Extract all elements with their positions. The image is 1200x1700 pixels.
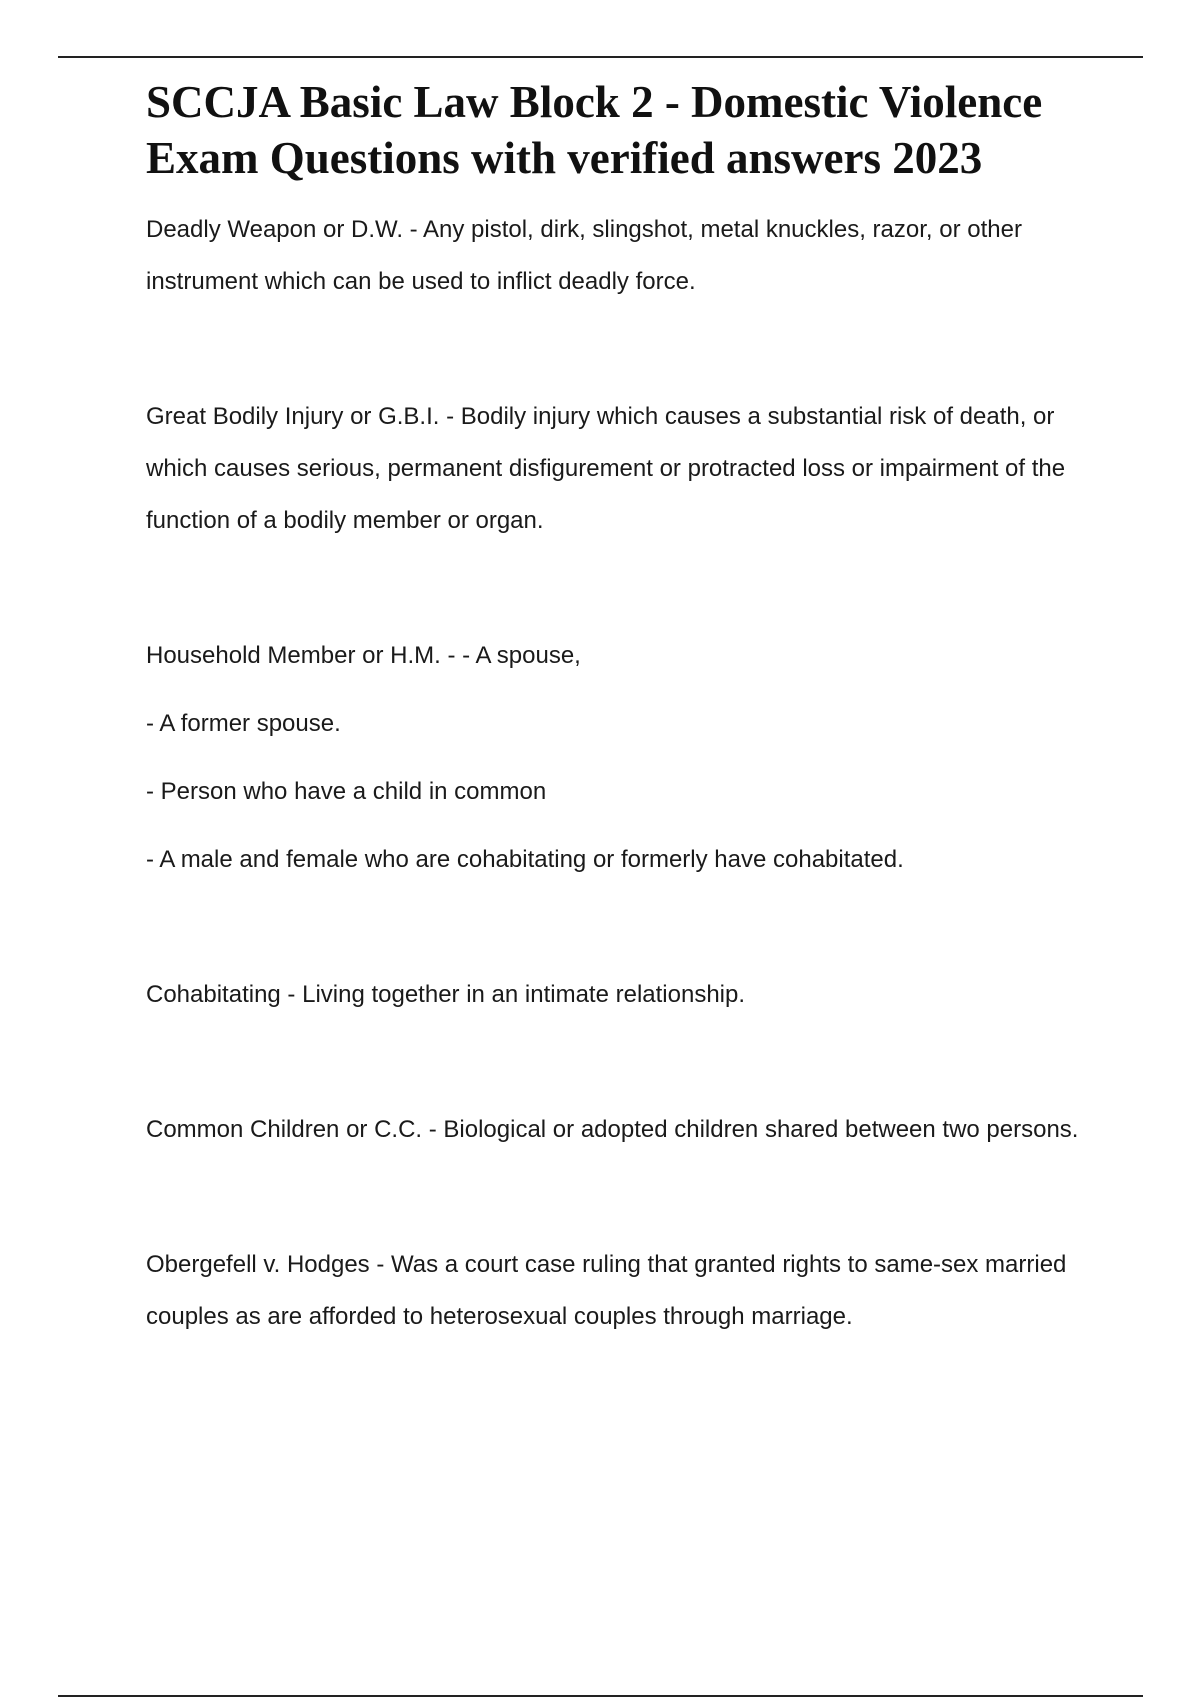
document-title: SCCJA Basic Law Block 2 - Domestic Violence Exam Questions with verified answers 2023: [146, 77, 1043, 183]
entry-obergefell: Obergefell v. Hodges - Was a court case ruling that granted rights to same-sex married couples as are afforded to heterosexual couples through marriage.: [146, 1251, 1067, 1330]
entry-deadly-weapon: Deadly Weapon or D.W. - Any pistol, dirk, slingshot, metal knuckles, razor, or other instrument which can be used to inflict deadly force.: [146, 216, 1022, 295]
household-member-item: - A male and female who are cohabitating or formerly have cohabitated.: [146, 846, 904, 873]
entry-cohabitating: Cohabitating - Living together in an intimate relationship.: [146, 981, 746, 1008]
bottom-rule: [58, 1695, 1143, 1697]
household-member-intro: Household Member or H.M. - - A spouse,: [146, 642, 581, 669]
entry-great-bodily-injury: Great Bodily Injury or G.B.I. - Bodily injury which causes a substantial risk of death, or which causes serious, permanent disfigurement or protracted loss or impairment of the function of a bodily member or organ.: [146, 403, 1066, 534]
top-rule: [58, 56, 1143, 58]
household-member-item: - Person who have a child in common: [146, 778, 547, 805]
household-member-item: - A former spouse.: [146, 710, 341, 737]
entry-common-children: Common Children or C.C. - Biological or adopted children shared between two persons.: [146, 1116, 1079, 1143]
entry-household-member: [146, 630, 1096, 886]
document-body: [146, 74, 1096, 1343]
